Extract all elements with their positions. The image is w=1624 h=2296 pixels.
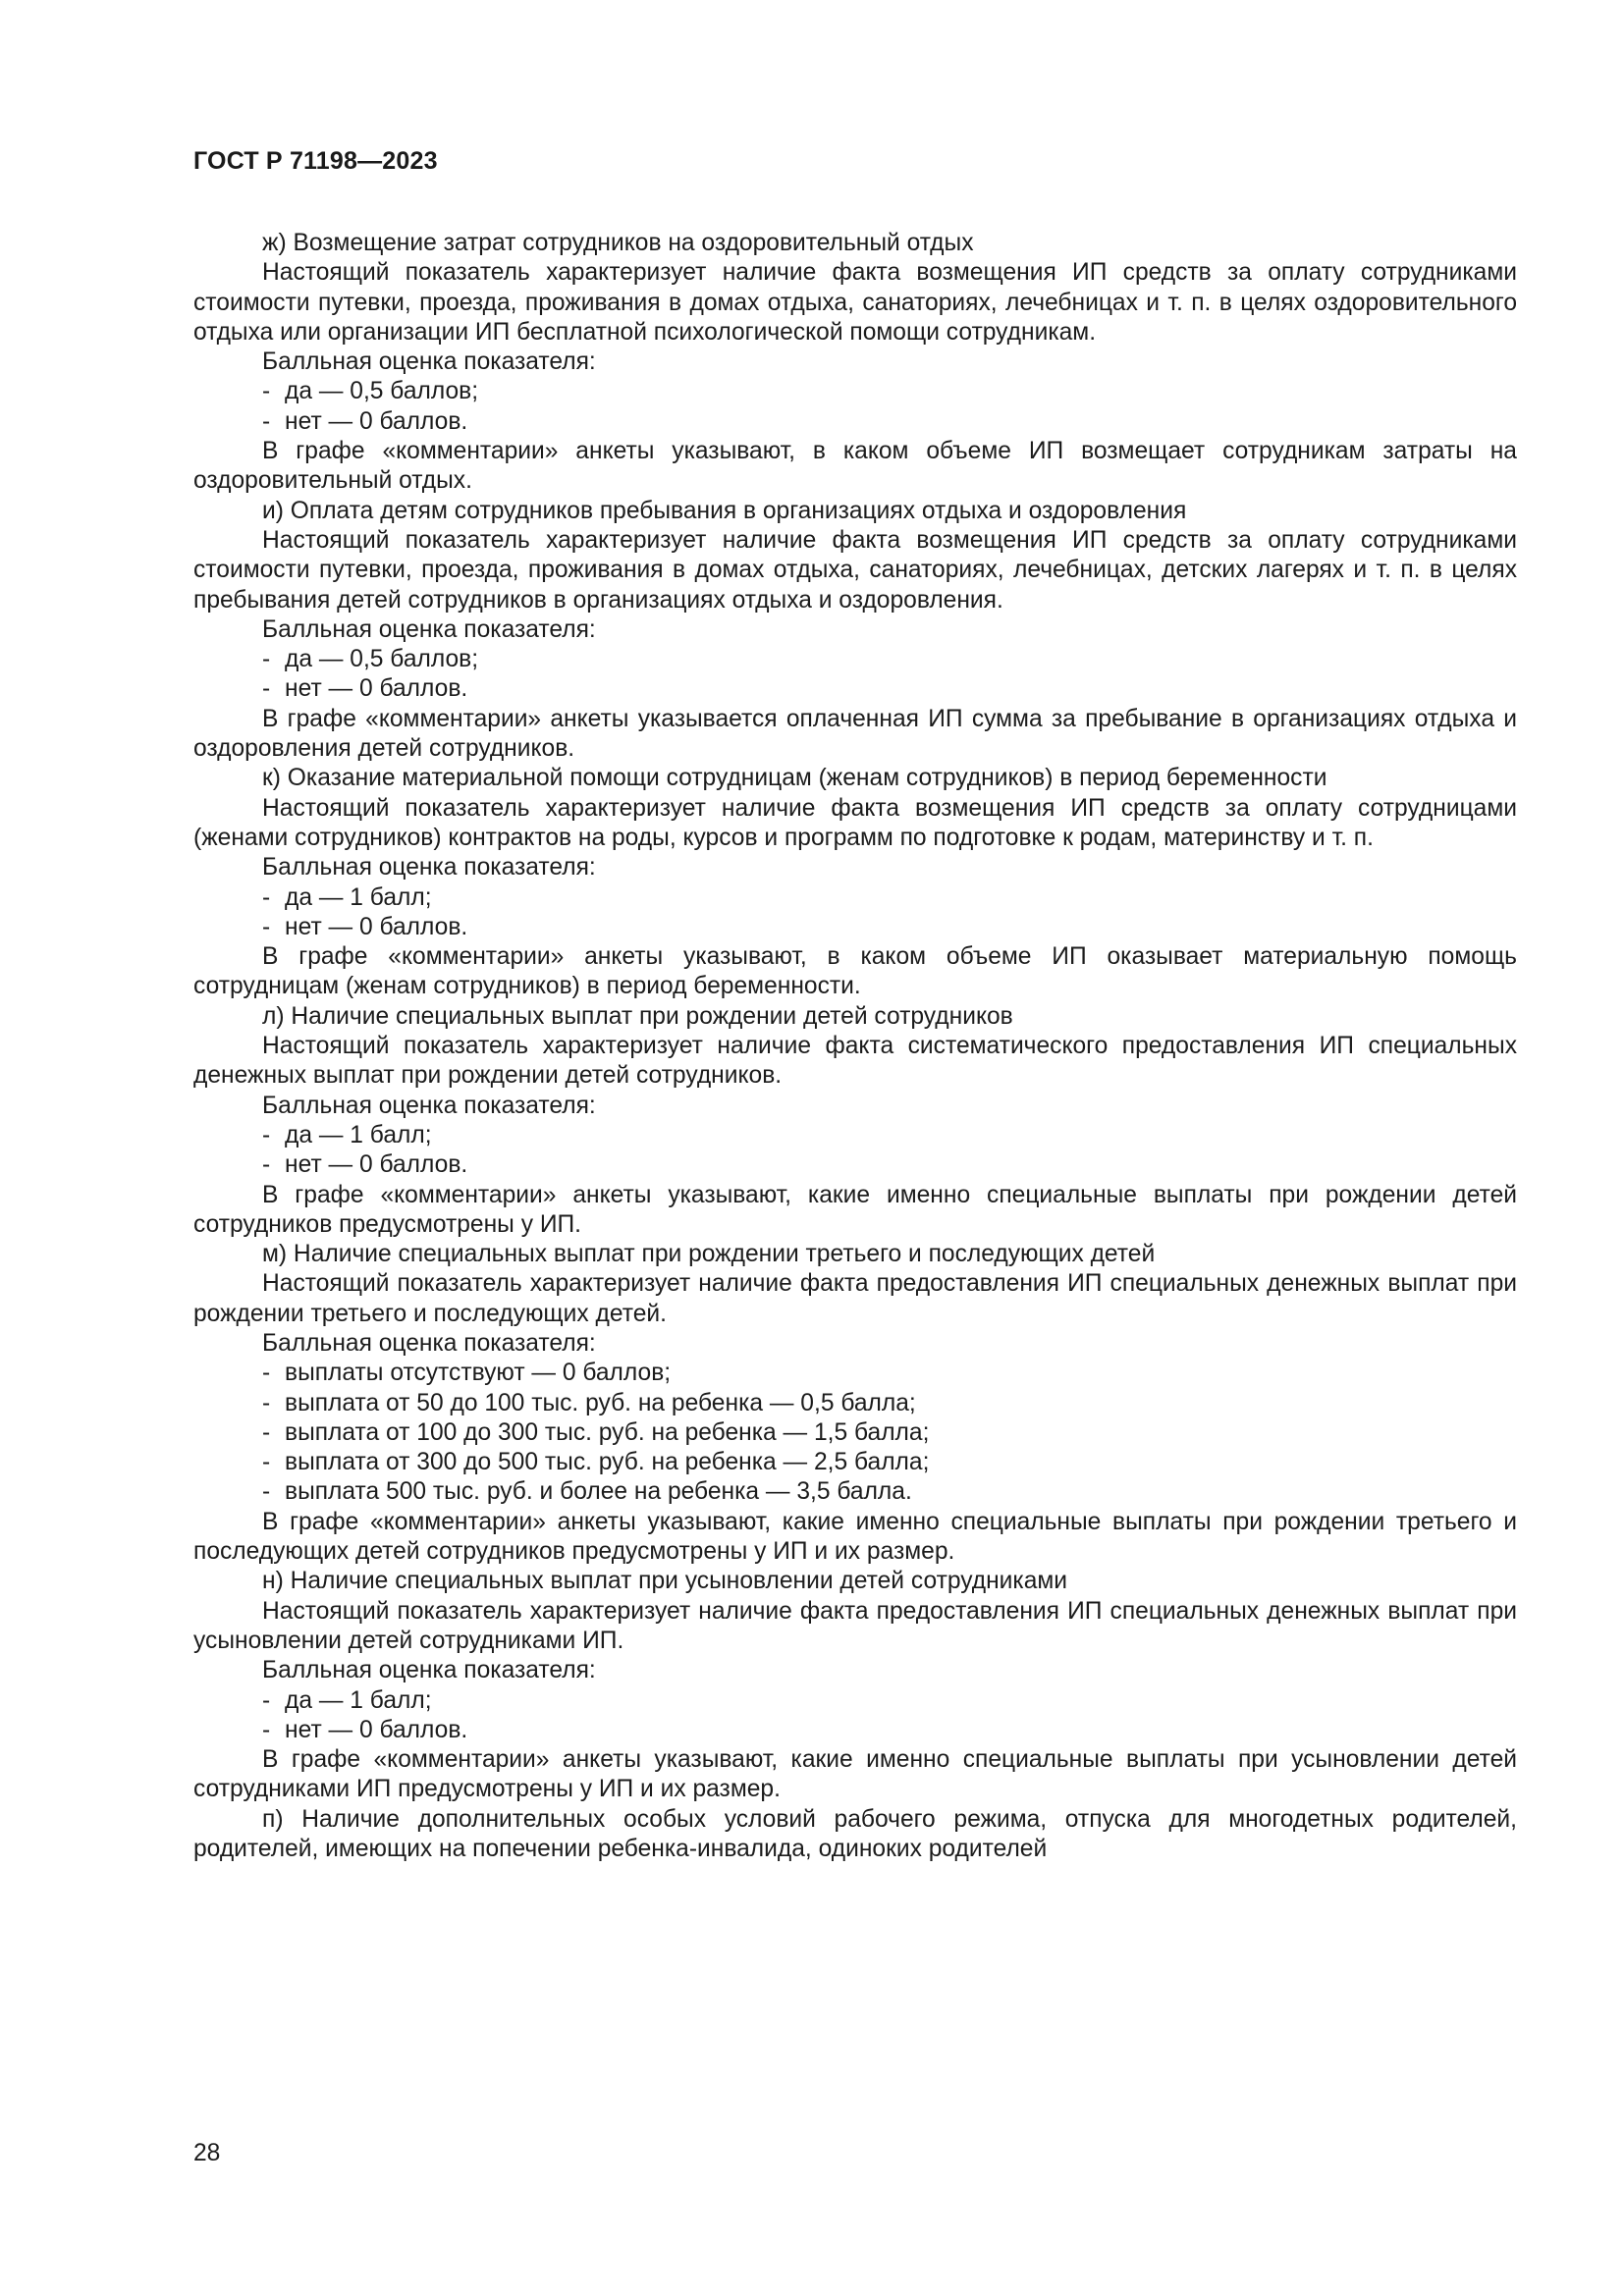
list-dash: -: [262, 913, 271, 940]
list-dash: -: [262, 1360, 271, 1387]
paragraph: Балльная оценка показателя:: [262, 348, 596, 376]
list-dash: -: [262, 1389, 271, 1416]
list-item-text: да — 1 балл;: [285, 883, 432, 911]
list-item: [193, 1477, 1517, 1507]
paragraph: Балльная оценка показателя:: [262, 854, 596, 881]
list-item: [193, 1359, 1517, 1388]
paragraph: н) Наличие специальных выплат при усыновлении детей сотрудниками: [262, 1568, 1068, 1595]
list-item: [193, 407, 1517, 437]
list-item: [193, 1389, 1517, 1418]
list-dash: -: [262, 1686, 271, 1714]
list-item: [193, 645, 1517, 674]
list-item: [193, 1716, 1517, 1745]
paragraph: м) Наличие специальных выплат при рождении третьего и последующих детей: [262, 1241, 1156, 1268]
list-item: [193, 1150, 1517, 1180]
list-dash: -: [262, 1449, 271, 1476]
list-item: [193, 1686, 1517, 1716]
paragraph: Балльная оценка показателя:: [262, 1329, 596, 1357]
body-text: [193, 229, 1517, 1864]
paragraph: В графе «комментарии» анкеты указывают, какие именно специальные выплаты при рождении детей сотрудников предусмотрены у ИП.: [193, 1181, 1517, 1238]
list-item-text: да — 1 балл;: [285, 1686, 432, 1714]
list-dash: -: [262, 646, 271, 673]
list-item-text: выплаты отсутствуют — 0 баллов;: [285, 1360, 672, 1387]
paragraph: и) Оплата детям сотрудников пребывания в организациях отдыха и оздоровления: [262, 497, 1187, 524]
paragraph: В графе «комментарии» анкеты указывается оплаченная ИП сумма за пребывание в организациях отдыха и оздоровления детей сотрудников.: [193, 705, 1517, 763]
list-dash: -: [262, 1121, 271, 1148]
list-item-text: выплата 500 тыс. руб. и более на ребенка — 3,5 балла.: [285, 1478, 912, 1506]
list-item-text: выплата от 100 до 300 тыс. руб. на ребенка — 1,5 балла;: [285, 1418, 930, 1446]
list-item-text: нет — 0 баллов.: [285, 1151, 468, 1179]
list-item-text: да — 0,5 баллов;: [285, 646, 479, 673]
list-dash: -: [262, 1151, 271, 1179]
list-dash: -: [262, 1716, 271, 1743]
list-item-text: нет — 0 баллов.: [285, 1716, 468, 1743]
paragraph: В графе «комментарии» анкеты указывают, какие именно специальные выплаты при рождении третьего и последующих детей сотрудников предусмотрены у ИП и их размер.: [193, 1508, 1517, 1566]
list-item: [193, 1448, 1517, 1477]
paragraph: Настоящий показатель характеризует наличие факта систематического предоставления ИП специальных денежных выплат при рождении детей сотрудников.: [193, 1033, 1517, 1090]
list-item-text: да — 0,5 баллов;: [285, 378, 479, 405]
list-item-text: выплата от 300 до 500 тыс. руб. на ребенка — 2,5 балла;: [285, 1449, 930, 1476]
document-code-header: ГОСТ Р 71198—2023: [193, 147, 438, 175]
list-dash: -: [262, 675, 271, 703]
list-item-text: выплата от 50 до 100 тыс. руб. на ребенка — 0,5 балла;: [285, 1389, 916, 1416]
paragraph: л) Наличие специальных выплат при рождении детей сотрудников: [262, 1002, 1013, 1030]
paragraph: В графе «комментарии» анкеты указывают, в каком объеме ИП возмещает сотрудникам затраты на оздоровительный отдых.: [193, 438, 1517, 495]
paragraph: Балльная оценка показателя:: [262, 1657, 596, 1684]
paragraph: ж) Возмещение затрат сотрудников на оздоровительный отдых: [262, 230, 974, 256]
list-item: [193, 883, 1517, 913]
list-item: [193, 1121, 1517, 1150]
page-number: 28: [193, 2140, 221, 2166]
list-dash: -: [262, 378, 271, 405]
paragraph: Настоящий показатель характеризует наличие факта предоставления ИП специальных денежных выплат при усыновлении детей сотрудниками ИП.: [193, 1597, 1517, 1654]
list-item: [193, 674, 1517, 704]
paragraph: Настоящий показатель характеризует наличие факта возмещения ИП средств за оплату сотрудницами (женами сотрудников) контрактов на роды, курсов и программ по подготовке к родам, материнству и т. п.: [193, 794, 1517, 851]
paragraph: Балльная оценка показателя:: [262, 615, 596, 643]
paragraph: Настоящий показатель характеризует наличие факта возмещения ИП средств за оплату сотрудниками стоимости путевки, проезда, проживания в домах отдыха, санаториях, лечебницах и т. п. в целях оздоровительного отдыха или организации ИП бесплатной психологической помощи сотрудникам.: [193, 259, 1517, 346]
paragraph: В графе «комментарии» анкеты указывают, какие именно специальные выплаты при усыновлении детей сотрудниками ИП предусмотрены у ИП и их размер.: [193, 1746, 1517, 1803]
paragraph: Настоящий показатель характеризует наличие факта предоставления ИП специальных денежных выплат при рождении третьего и последующих детей.: [193, 1270, 1517, 1327]
list-item: [193, 377, 1517, 406]
list-item-text: да — 1 балл;: [285, 1121, 432, 1148]
list-item-text: нет — 0 баллов.: [285, 407, 468, 435]
list-item: [193, 1418, 1517, 1448]
paragraph: п) Наличие дополнительных особых условий рабочего режима, отпуска для многодетных родителей, родителей, имеющих на попечении ребенка-инвалида, одиноких родителей: [193, 1805, 1517, 1863]
paragraph: к) Оказание материальной помощи сотрудницам (женам сотрудников) в период беременности: [262, 765, 1327, 792]
list-dash: -: [262, 1478, 271, 1506]
list-dash: -: [262, 407, 271, 435]
list-dash: -: [262, 1418, 271, 1446]
list-item: [193, 913, 1517, 942]
list-item-text: нет — 0 баллов.: [285, 675, 468, 703]
list-dash: -: [262, 883, 271, 911]
list-item-text: нет — 0 баллов.: [285, 913, 468, 940]
paragraph: Балльная оценка показателя:: [262, 1092, 596, 1119]
paragraph: В графе «комментарии» анкеты указывают, в каком объеме ИП оказывает материальную помощь сотрудницам (женам сотрудников) в период беременности.: [193, 943, 1517, 1000]
paragraph: Настоящий показатель характеризует наличие факта возмещения ИП средств за оплату сотрудниками стоимости путевки, проезда, проживания в домах отдыха, санаториях, лечебницах, детских лагерях и т. п. в целях пребывания детей сотрудников в организациях отдыха и оздоровления.: [193, 526, 1517, 614]
